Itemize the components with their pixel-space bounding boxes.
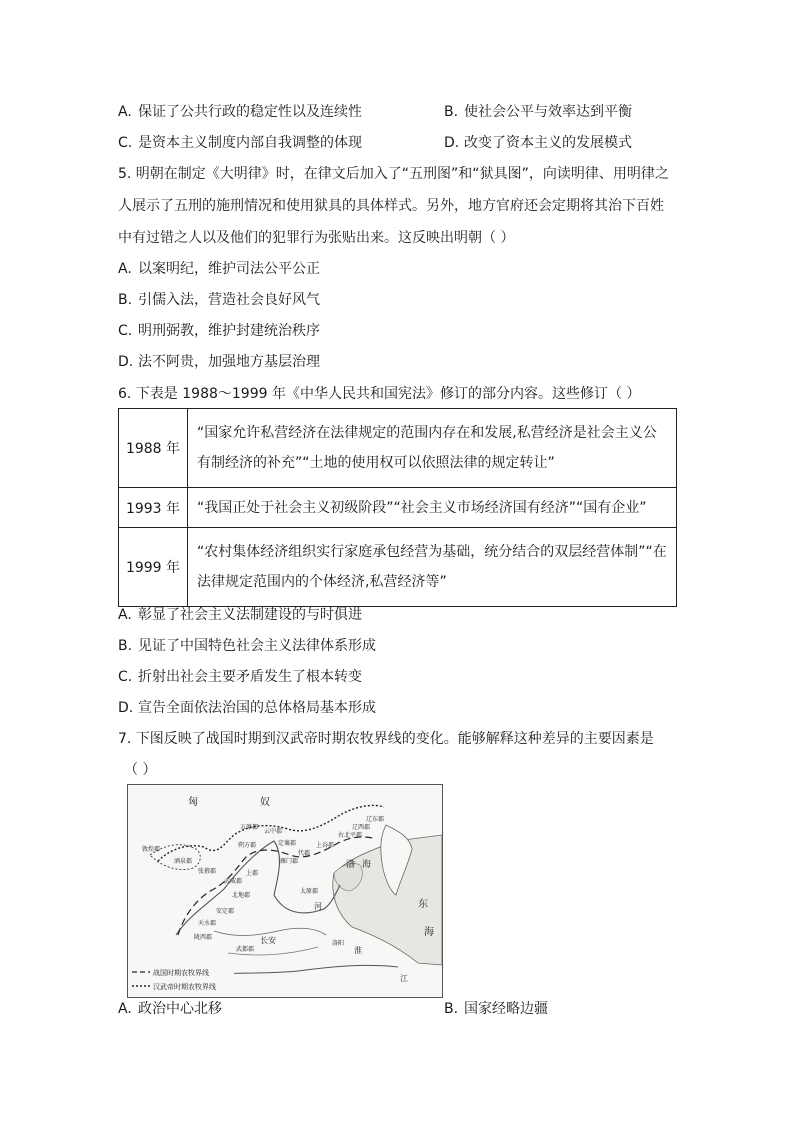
option-text: 是资本主义制度内部自我调整的体现 bbox=[138, 135, 362, 151]
option-letter: B. bbox=[118, 638, 133, 654]
table-row bbox=[119, 488, 677, 528]
option-letter: B. bbox=[118, 292, 133, 308]
label-dunhuang: 敦煌郡 bbox=[142, 846, 161, 853]
option-letter: A. bbox=[118, 607, 132, 623]
label-dingxiang: 定襄郡 bbox=[278, 840, 297, 847]
label-beidi: 北地郡 bbox=[232, 892, 251, 899]
q6-option-d[interactable] bbox=[118, 698, 376, 718]
q5-option-a[interactable] bbox=[118, 259, 320, 279]
q4-option-c[interactable] bbox=[118, 133, 362, 153]
table-cell-year: 1993 年 bbox=[119, 488, 188, 528]
table-cell-year: 1988 年 bbox=[119, 409, 188, 488]
label-daijun: 代郡 bbox=[298, 850, 311, 857]
option-letter: A. bbox=[118, 1001, 132, 1017]
label-shanggu: 上谷郡 bbox=[316, 842, 335, 849]
label-bohai: 渤 bbox=[346, 860, 356, 870]
option-text: 折射出社会主要矛盾发生了根本转变 bbox=[138, 669, 362, 685]
label-river-huai: 淮 bbox=[354, 946, 362, 955]
table-row bbox=[119, 409, 677, 488]
option-letter: B. bbox=[444, 104, 459, 120]
option-text: 明刑弼教，维护封建统治秩序 bbox=[138, 323, 320, 339]
label-zhangye: 张掖郡 bbox=[198, 868, 217, 875]
table-cell-year: 1999 年 bbox=[119, 528, 188, 607]
label-yanmen: 雁门郡 bbox=[280, 858, 299, 865]
option-text: 引儒入法，营造社会良好风气 bbox=[138, 292, 320, 308]
q5-stem-line: 中有过错之人以及他们的犯罪行为张贴出来。这反映出明朝（ ） bbox=[118, 230, 515, 246]
option-letter: C. bbox=[118, 669, 133, 685]
label-youbeiping: 右北平郡 bbox=[338, 832, 363, 839]
label-wuwei: 武威郡 bbox=[224, 878, 243, 885]
q5-option-d[interactable] bbox=[118, 352, 320, 372]
option-letter: A. bbox=[118, 104, 132, 120]
option-text: 见证了中国特色社会主义法律体系形成 bbox=[138, 638, 376, 654]
option-text: 改变了资本主义的发展模式 bbox=[464, 135, 632, 151]
option-letter: B. bbox=[444, 1001, 459, 1017]
label-river-jiang: 江 bbox=[400, 974, 408, 983]
q4-option-a[interactable] bbox=[118, 102, 362, 122]
table-cell-content: “农村集体经济组织实行家庭承包经营为基础，统分结合的双层经营体制”“在法律规定范围内的个体经济,私营经济等” bbox=[188, 528, 677, 607]
wei-river bbox=[214, 928, 326, 935]
option-letter: D. bbox=[118, 700, 134, 716]
label-river-he: 河 bbox=[314, 902, 322, 911]
label-liaodong: 辽东郡 bbox=[366, 816, 385, 823]
label-donghai: 东 bbox=[418, 899, 428, 910]
option-text: 保证了公共行政的稳定性以及连续性 bbox=[138, 104, 362, 120]
legend-handi-label: 汉武帝时期农牧界线 bbox=[153, 983, 216, 991]
label-longxi: 陇西郡 bbox=[194, 934, 213, 941]
q7-stem-line: （ ） bbox=[124, 762, 157, 778]
label-tianshui: 天水郡 bbox=[198, 920, 217, 927]
label-luoyang: 洛阳 bbox=[332, 940, 345, 947]
label-bohai: 海 bbox=[362, 860, 372, 870]
q5-option-c[interactable] bbox=[118, 321, 320, 341]
q6-option-a[interactable] bbox=[118, 605, 362, 625]
constitution-revision-table bbox=[118, 408, 677, 607]
option-letter: D. bbox=[444, 135, 460, 151]
label-taiyuan: 太原郡 bbox=[300, 888, 319, 895]
option-text: 宣告全面依法治国的总体格局基本形成 bbox=[138, 700, 376, 716]
label-anding: 安定郡 bbox=[216, 908, 235, 915]
label-changan: 长安 bbox=[260, 936, 276, 945]
option-letter: D. bbox=[118, 354, 134, 370]
label-xiongnu: 奴 bbox=[260, 797, 270, 808]
option-text: 以案明纪，维护司法公平公正 bbox=[138, 261, 320, 277]
option-text: 使社会公平与效率达到平衡 bbox=[464, 104, 632, 120]
q6-option-b[interactable] bbox=[118, 636, 376, 656]
table-cell-content: “我国正处于社会主义初级阶段”“社会主义市场经济国有经济”“国有企业” bbox=[188, 488, 677, 528]
label-yunzhong: 云中郡 bbox=[264, 828, 283, 835]
option-text: 国家经略边疆 bbox=[464, 1001, 548, 1017]
map-svg bbox=[128, 785, 442, 997]
label-wuyuan: 五原郡 bbox=[240, 824, 259, 831]
option-letter: A. bbox=[118, 261, 132, 277]
table-row bbox=[119, 528, 677, 607]
q7-option-a[interactable] bbox=[118, 999, 222, 1019]
option-letter: C. bbox=[118, 135, 133, 151]
label-shangjun: 上郡 bbox=[246, 870, 259, 877]
q6-option-c[interactable] bbox=[118, 667, 362, 687]
q6-stem: 6. 下表是 1988～1999 年《中华人民共和国宪法》修订的部分内容。这些修订（ ） bbox=[118, 386, 641, 402]
option-text: 彰显了社会主义法制建设的与时俱进 bbox=[138, 607, 362, 623]
legend-warring-label: 战国时期农牧界线 bbox=[153, 969, 209, 977]
table-cell-content: “国家允许私营经济在法律规定的范围内存在和发展,私营经济是社会主义公有制经济的补充”“土地的使用权可以依照法律的规定转让” bbox=[188, 409, 677, 488]
q7-stem-line: 7. 下图反映了战国时期到汉武帝时期农牧界线的变化。能够解释这种差异的主要因素是 bbox=[118, 731, 654, 747]
label-donghai: 海 bbox=[424, 927, 434, 938]
q5-stem-line: 人展示了五刑的施刑情况和使用狱具的具体样式。另外，地方官府还会定期将其治下百姓 bbox=[118, 198, 664, 214]
option-letter: C. bbox=[118, 323, 133, 339]
q5-stem-line: 5. 明朝在制定《大明律》时，在律文后加入了“五刑图”和“狱具图”，向读明律、用明律之 bbox=[118, 166, 669, 182]
option-text: 政治中心北移 bbox=[138, 1001, 222, 1017]
label-shuofang: 朔方郡 bbox=[238, 842, 257, 849]
q5-option-b[interactable] bbox=[118, 290, 320, 310]
option-text: 法不阿贵，加强地方基层治理 bbox=[138, 354, 320, 370]
q7-option-b[interactable] bbox=[444, 999, 548, 1019]
q4-option-b[interactable] bbox=[444, 102, 632, 122]
label-jiuquan: 酒泉郡 bbox=[174, 858, 193, 865]
farming-pastoral-boundary-map bbox=[127, 784, 443, 998]
label-liaoxi: 辽西郡 bbox=[352, 824, 371, 831]
label-wudu: 武都郡 bbox=[236, 946, 255, 953]
q4-option-d[interactable] bbox=[444, 133, 632, 153]
label-xiongnu: 匈 bbox=[188, 797, 198, 808]
